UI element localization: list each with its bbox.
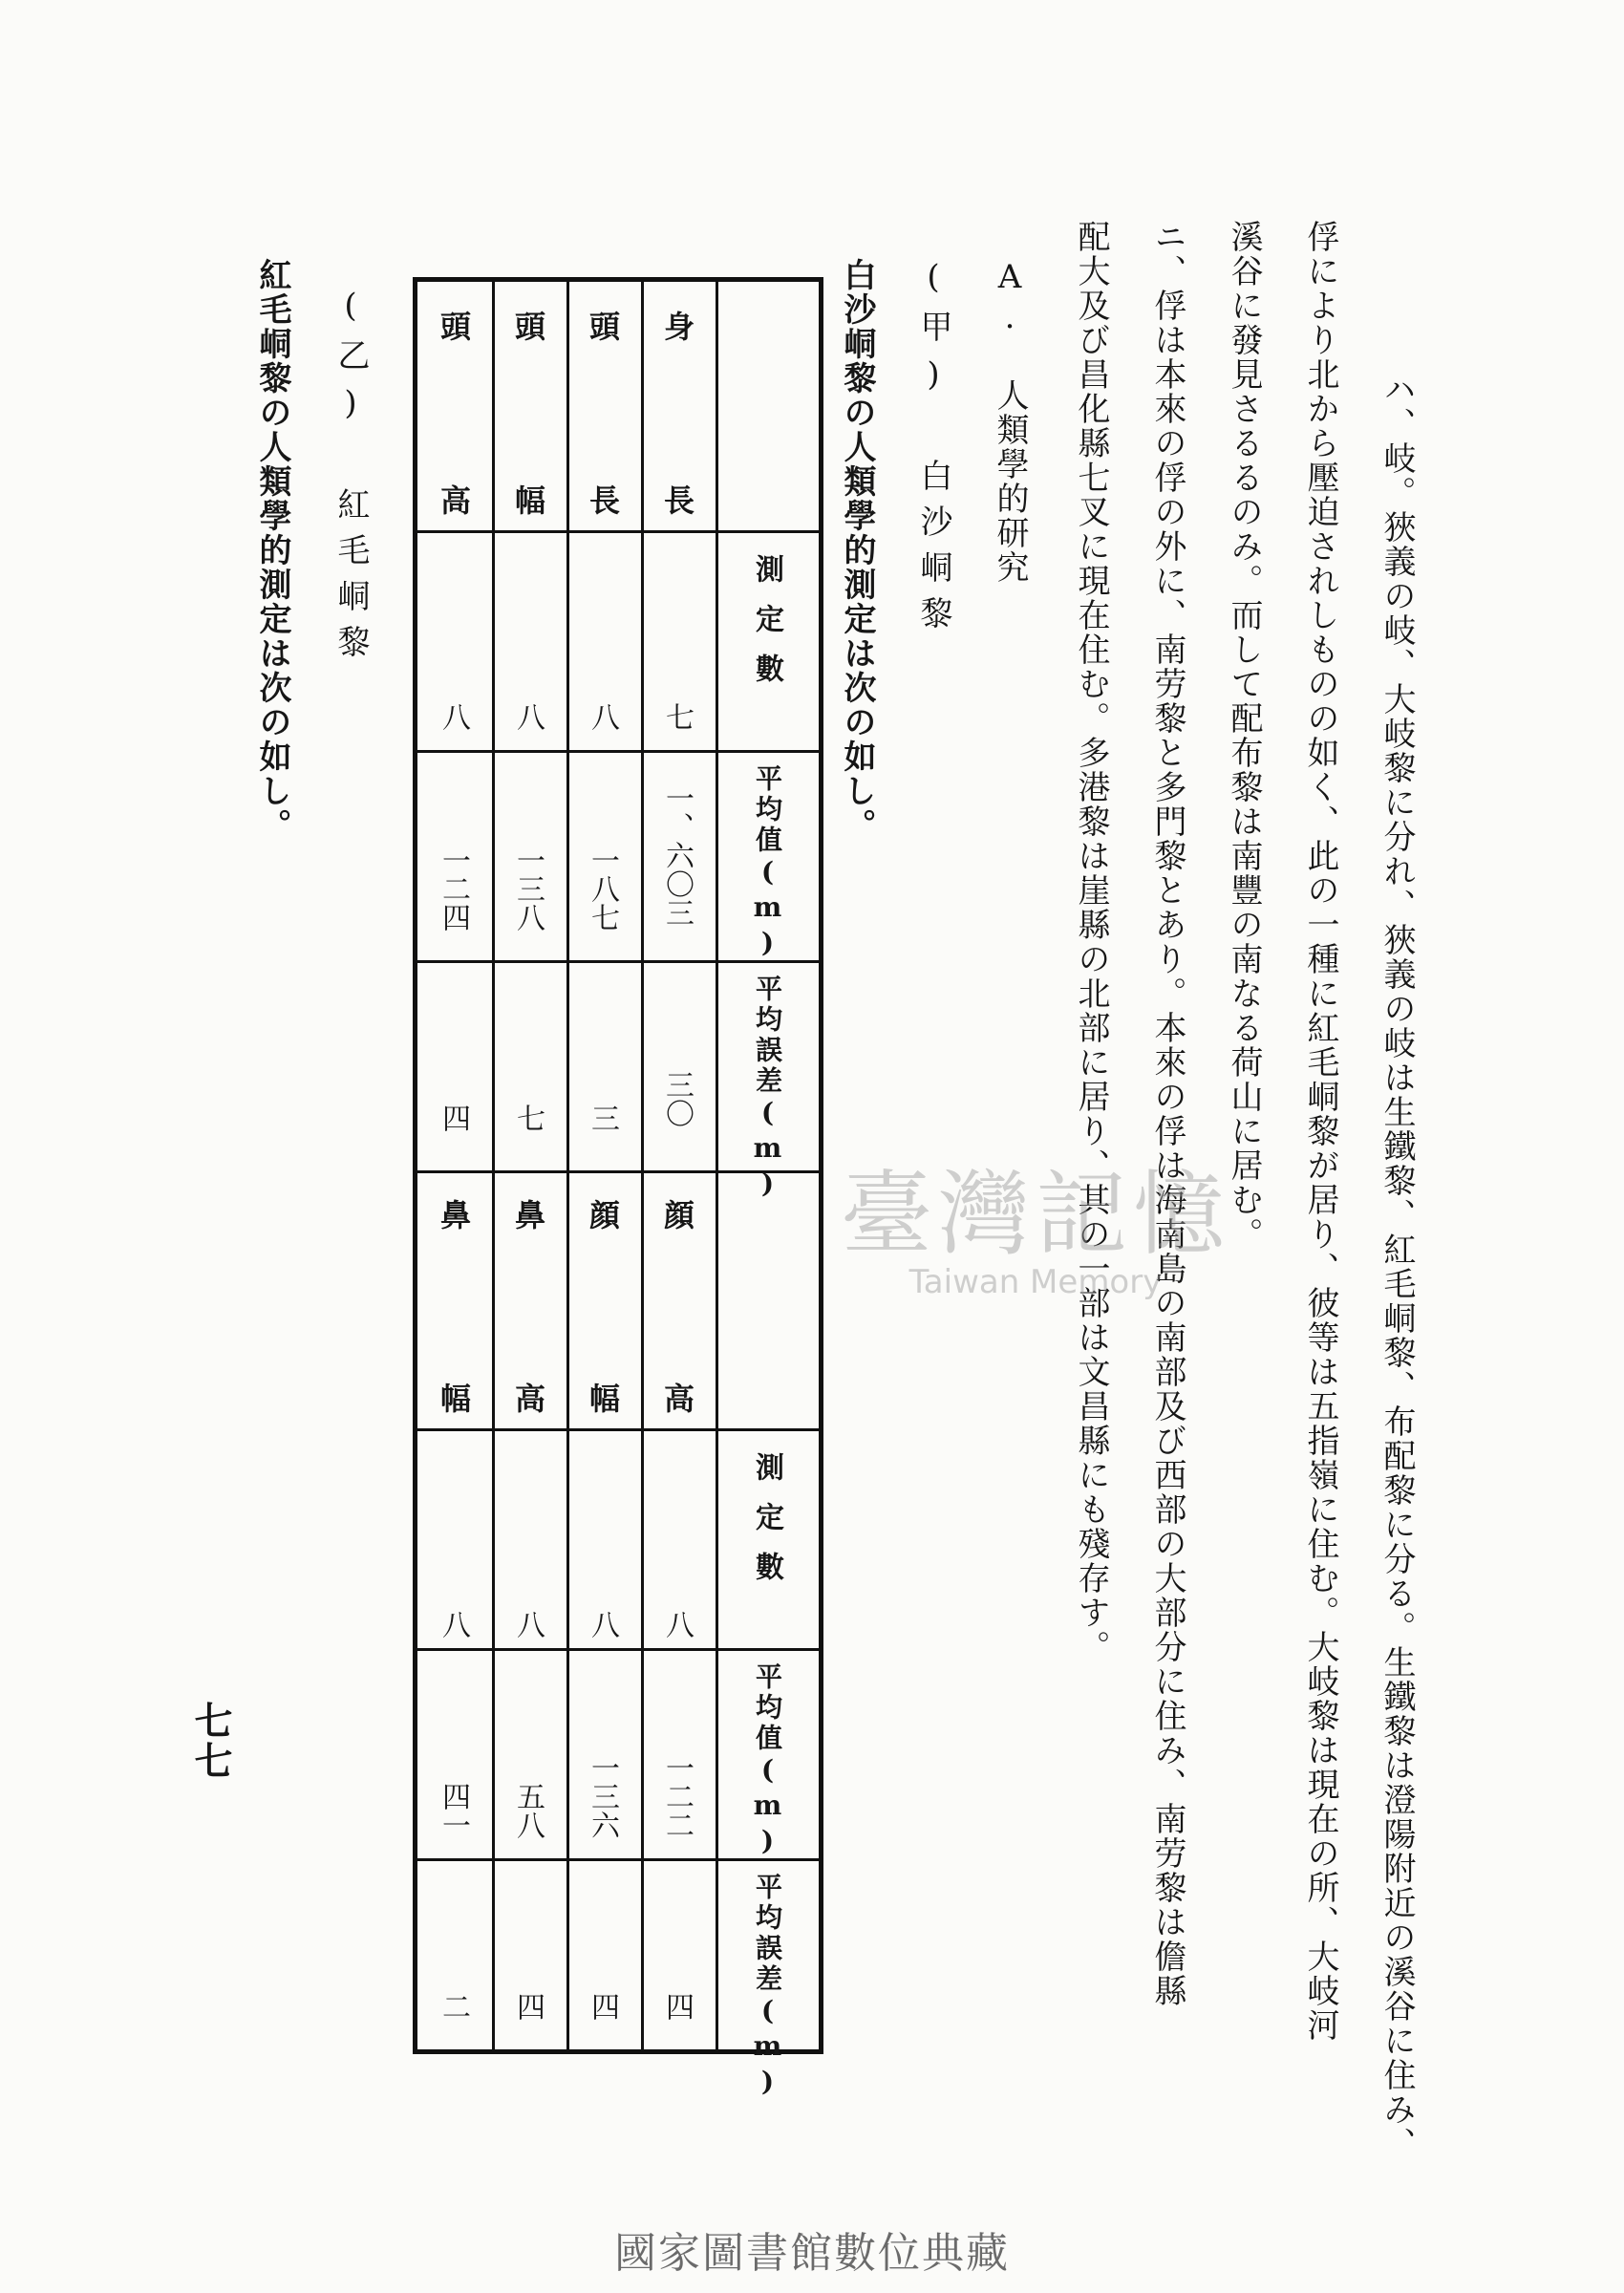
row1-left-label: 身長 [659, 311, 695, 658]
row3-left-error: 七 [511, 1104, 545, 1132]
subsection-b-intro: 紅毛峒黎の人類學的測定は次の如し。 [253, 258, 291, 843]
row3-right-label: 鼻高 [510, 1199, 546, 1566]
row4-left-count: 八 [437, 702, 470, 731]
header-mean-left: 平均值(m) [752, 764, 783, 962]
row4-left-error: 四 [437, 1104, 470, 1132]
row4-right-count: 八 [437, 1610, 470, 1639]
row2-left-mean: 一八七 [586, 846, 619, 932]
watermark-logo [841, 1142, 1230, 1301]
row4-right-error: 二 [437, 1992, 470, 2021]
header-count-right: 測定數 [750, 1452, 783, 1601]
body-line-2: 俘により北から壓迫されしものの如く、此の一種に紅毛峒黎が居り、彼等は五指嶺に住む。大岐黎は現在の所、大岐河 [1301, 220, 1339, 2043]
header-count-left: 測定數 [750, 554, 783, 703]
body-line-4: ニ、俘は本來の俘の外に、南劳黎と多門黎とあり。本來の俘は海南島の南部及び西部の大部分に住み、南劳黎は儋縣 [1148, 220, 1186, 2008]
row1-right-mean: 一二二 [660, 1753, 694, 1839]
row2-left-count: 八 [586, 702, 619, 731]
row1-left-mean: 一、六〇三 [660, 783, 694, 927]
page-number: 七七 [188, 1701, 233, 1781]
row1-right-count: 八 [660, 1610, 694, 1639]
measurement-table [413, 277, 823, 2101]
footer-archive-label: 國家圖書館數位典藏 [614, 2229, 1010, 2278]
subsection-a-intro: 白沙峒黎の人類學的測定は次の如し。 [838, 258, 876, 843]
row3-left-label: 頭幅 [510, 311, 546, 658]
row2-right-label: 顔幅 [585, 1199, 621, 1566]
watermark-main: 臺灣記憶 [841, 1161, 1230, 1268]
row1-left-error: 三〇 [660, 1070, 694, 1127]
row3-right-error: 四 [511, 1992, 545, 2021]
row4-right-mean: 四一 [437, 1782, 470, 1839]
row2-left-error: 三 [586, 1104, 619, 1132]
row2-right-count: 八 [586, 1610, 619, 1639]
section-heading: A. 人類學的研究 [991, 258, 1029, 585]
row1-right-error: 四 [660, 1992, 694, 2021]
header-error-right: 平均誤差(m) [752, 1873, 783, 2101]
row1-right-label: 顔高 [659, 1199, 695, 1566]
row2-right-mean: 一三六 [586, 1753, 619, 1839]
body-line-1: ハ、岐。狹義の岐、大岐黎に分れ、狹義の岐は生鐵黎、紅毛峒黎、布配黎に分る。生鐵黎は澄陽附近の溪谷に住み、 [1378, 373, 1416, 2161]
row3-right-count: 八 [511, 1610, 545, 1639]
header-mean-right: 平均值(m) [752, 1662, 783, 1860]
row4-left-label: 頭高 [436, 311, 472, 658]
row1-left-count: 七 [660, 702, 694, 731]
body-line-5: 配大及び昌化縣七叉に現在住む。多港黎は崖縣の北部に居り、其の一部は文昌縣にも殘存す。 [1072, 220, 1110, 1664]
row4-left-mean: 一二四 [437, 846, 470, 932]
subsection-b-heading: (乙) 紅毛峒黎 [331, 287, 370, 671]
row2-right-error: 四 [586, 1992, 619, 2021]
body-line-3: 溪谷に發見さるるのみ。而して配布黎は南豐の南なる荷山に居む。 [1225, 220, 1263, 1252]
row2-left-label: 頭長 [585, 311, 621, 658]
row3-left-count: 八 [511, 702, 545, 731]
subsection-a-heading: (甲) 白沙峒黎 [914, 258, 952, 642]
row3-right-mean: 五八 [511, 1782, 545, 1839]
row4-right-label: 鼻幅 [436, 1199, 472, 1566]
header-error-left: 平均誤差(m) [752, 975, 783, 1203]
row3-left-mean: 一三八 [511, 846, 545, 932]
watermark-sub: Taiwan Memory [908, 1263, 1163, 1301]
